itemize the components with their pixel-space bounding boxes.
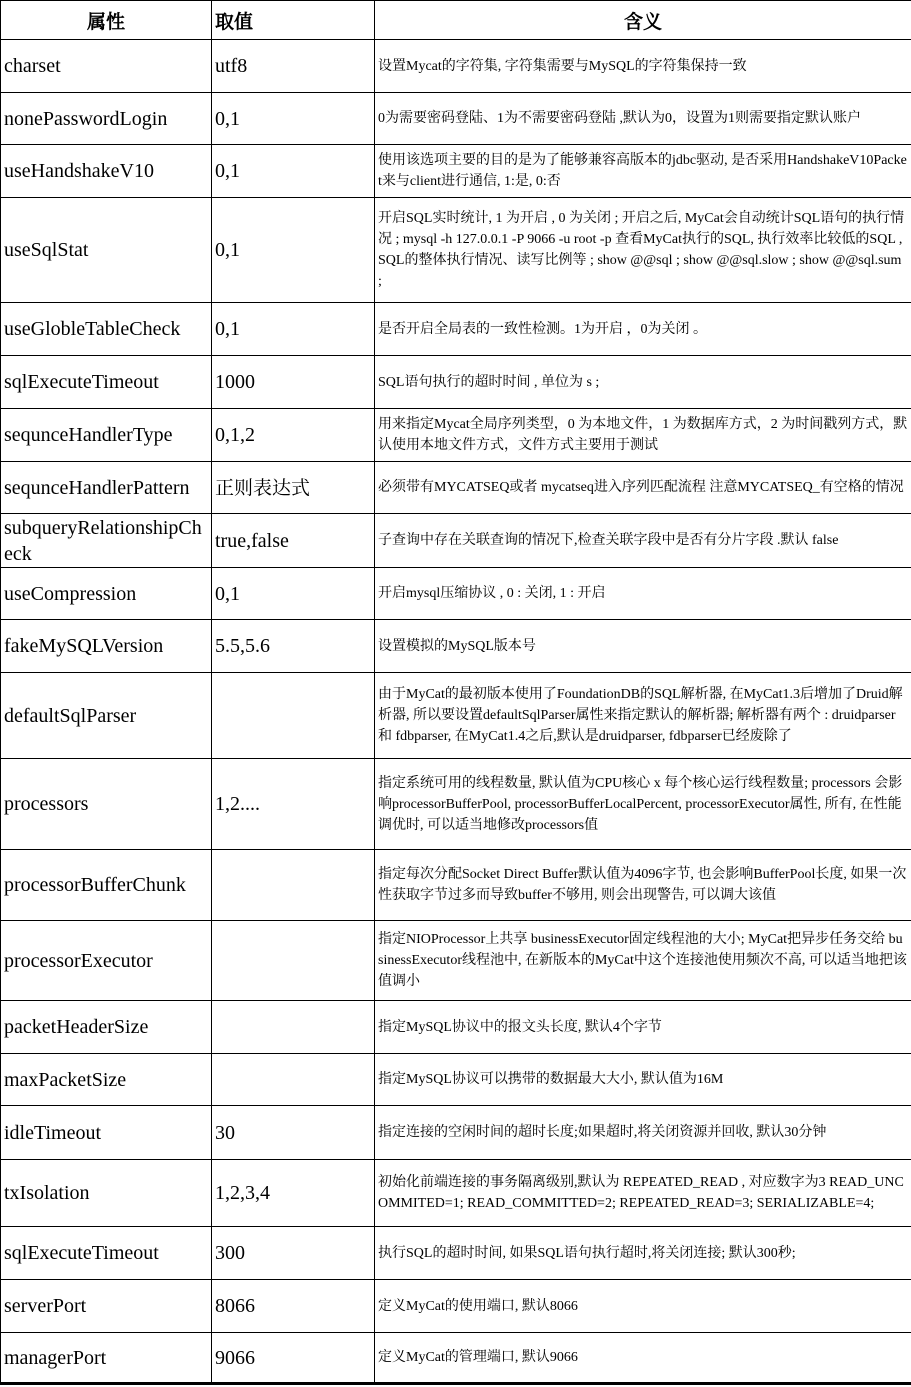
attribute-value: utf8 <box>212 40 375 93</box>
attribute-meaning: 使用该选项主要的目的是为了能够兼容高版本的jdbc驱动, 是否采用HandshakeV10Packet来与client进行通信, 1:是, 0:否 <box>375 145 911 198</box>
table-row <box>1 409 911 462</box>
table-row <box>1 514 911 568</box>
attribute-value: 8066 <box>212 1280 375 1333</box>
attribute-name: packetHeaderSize <box>1 1001 212 1054</box>
table-row <box>1 1054 911 1106</box>
attribute-value: 正则表达式 <box>212 462 375 514</box>
attribute-value <box>212 850 375 921</box>
table-row <box>1 356 911 409</box>
attribute-value <box>212 1001 375 1054</box>
table-row <box>1 759 911 850</box>
header-meaning: 含义 <box>375 1 911 40</box>
table-row <box>1 145 911 198</box>
attribute-meaning: 开启SQL实时统计, 1 为开启 , 0 为关闭 ; 开启之后, MyCat会自动统计SQL语句的执行情况 ; mysql -h 127.0.0.1 -P 9066 -u root -p 查看MyCat执行的SQL, 执行效率比较低的SQL , SQL的整体执行情况、读写比例等 ; show @@sql ; show @@sql.slow ; show @@sql.sum ; <box>375 198 911 303</box>
attribute-name: useCompression <box>1 568 212 620</box>
attribute-name: useSqlStat <box>1 198 212 303</box>
attribute-meaning: 0为需要密码登陆、1为不需要密码登陆 ,默认为0，设置为1则需要指定默认账户 <box>375 93 911 145</box>
attribute-name: sqlExecuteTimeout <box>1 356 212 409</box>
attribute-value: 1000 <box>212 356 375 409</box>
attribute-meaning: 开启mysql压缩协议 , 0 : 关闭, 1 : 开启 <box>375 568 911 620</box>
attribute-value <box>212 673 375 759</box>
attribute-meaning: 指定MySQL协议可以携带的数据最大大小, 默认值为16M <box>375 1054 911 1106</box>
attribute-value: 1,2,3,4 <box>212 1160 375 1227</box>
table-row <box>1 40 911 93</box>
table-row <box>1 303 911 356</box>
attribute-meaning: 必须带有MYCATSEQ或者 mycatseq进入序列匹配流程 注意MYCATSEQ_有空格的情况 <box>375 462 911 514</box>
attribute-meaning: 指定MySQL协议中的报文头长度, 默认4个字节 <box>375 1001 911 1054</box>
attribute-meaning: 是否开启全局表的一致性检测。1为开启 ，0为关闭 。 <box>375 303 911 356</box>
attribute-name: managerPort <box>1 1333 212 1384</box>
attribute-meaning: 定义MyCat的使用端口, 默认8066 <box>375 1280 911 1333</box>
table-row <box>1 1160 911 1227</box>
attribute-meaning: 指定每次分配Socket Direct Buffer默认值为4096字节, 也会影响BufferPool长度, 如果一次性获取字节过多而导致buffer不够用, 则会出现警告, 可以调大该值 <box>375 850 911 921</box>
attribute-name: sequnceHandlerPattern <box>1 462 212 514</box>
table-row <box>1 1280 911 1333</box>
attribute-value: 0,1 <box>212 568 375 620</box>
attribute-value: true,false <box>212 514 375 568</box>
table-row <box>1 568 911 620</box>
attribute-value: 0,1 <box>212 198 375 303</box>
attribute-value: 9066 <box>212 1333 375 1384</box>
attribute-value: 0,1 <box>212 145 375 198</box>
table-row <box>1 462 911 514</box>
attribute-meaning: 子查询中存在关联查询的情况下,检查关联字段中是否有分片字段 .默认 false <box>375 514 911 568</box>
attribute-meaning: 指定系统可用的线程数量, 默认值为CPU核心 x 每个核心运行线程数量; processors 会影响processorBufferPool, processorBufferLocalPercent, processorExecutor属性, 所有, 在性能调优时, 可以适当地修改processors值 <box>375 759 911 850</box>
table-row <box>1 620 911 673</box>
attribute-name: idleTimeout <box>1 1106 212 1160</box>
attribute-meaning: 定义MyCat的管理端口, 默认9066 <box>375 1333 911 1384</box>
header-row <box>1 1 911 40</box>
attribute-name: processors <box>1 759 212 850</box>
table-row <box>1 198 911 303</box>
attribute-name: processorBufferChunk <box>1 850 212 921</box>
header-value: 取值 <box>212 1 375 40</box>
table-row <box>1 850 911 921</box>
attribute-name: nonePasswordLogin <box>1 93 212 145</box>
attribute-value <box>212 1054 375 1106</box>
attribute-value: 30 <box>212 1106 375 1160</box>
attribute-meaning: 指定NIOProcessor上共享 businessExecutor固定线程池的大小; MyCat把异步任务交给 businessExecutor线程池中, 在新版本的MyCat中这个连接池使用频次不高, 可以适当地把该值调小 <box>375 921 911 1001</box>
attribute-name: maxPacketSize <box>1 1054 212 1106</box>
attribute-name: serverPort <box>1 1280 212 1333</box>
attribute-meaning: 用来指定Mycat全局序列类型，0 为本地文件，1 为数据库方式，2 为时间戳列方式，默认使用本地文件方式，文件方式主要用于测试 <box>375 409 911 462</box>
attribute-name: subqueryRelationshipCheck <box>1 514 212 568</box>
attribute-meaning: SQL语句执行的超时时间 , 单位为 s ; <box>375 356 911 409</box>
attribute-meaning: 设置模拟的MySQL版本号 <box>375 620 911 673</box>
attribute-value: 0,1,2 <box>212 409 375 462</box>
table-row <box>1 921 911 1001</box>
attribute-name: fakeMySQLVersion <box>1 620 212 673</box>
table-row <box>1 673 911 759</box>
attribute-meaning: 指定连接的空闲时间的超时长度;如果超时,将关闭资源并回收, 默认30分钟 <box>375 1106 911 1160</box>
attribute-value: 0,1 <box>212 303 375 356</box>
attribute-value: 5.5,5.6 <box>212 620 375 673</box>
attribute-name: sqlExecuteTimeout <box>1 1227 212 1280</box>
table-row <box>1 1001 911 1054</box>
attribute-value: 300 <box>212 1227 375 1280</box>
table-body <box>1 40 911 1384</box>
attribute-name: defaultSqlParser <box>1 673 212 759</box>
attribute-value <box>212 921 375 1001</box>
attribute-value: 1,2.... <box>212 759 375 850</box>
attribute-meaning: 初始化前端连接的事务隔离级别,默认为 REPEATED_READ , 对应数字为3 READ_UNCOMMITED=1; READ_COMMITTED=2; REPEATED_READ=3; SERIALIZABLE=4; <box>375 1160 911 1227</box>
attribute-name: useHandshakeV10 <box>1 145 212 198</box>
table-row <box>1 1227 911 1280</box>
table-row <box>1 93 911 145</box>
attribute-meaning: 由于MyCat的最初版本使用了FoundationDB的SQL解析器, 在MyCat1.3后增加了Druid解析器, 所以要设置defaultSqlParser属性来指定默认的解析器; 解析器有两个 : druidparser 和 fdbparser, 在MyCat1.4之后,默认是druidparser, fdbparser已经废除了 <box>375 673 911 759</box>
attribute-value: 0,1 <box>212 93 375 145</box>
attribute-name: txIsolation <box>1 1160 212 1227</box>
attribute-name: charset <box>1 40 212 93</box>
attribute-meaning: 设置Mycat的字符集, 字符集需要与MySQL的字符集保持一致 <box>375 40 911 93</box>
attribute-name: useGlobleTableCheck <box>1 303 212 356</box>
attribute-name: processorExecutor <box>1 921 212 1001</box>
attribute-meaning: 执行SQL的超时时间, 如果SQL语句执行超时,将关闭连接; 默认300秒; <box>375 1227 911 1280</box>
attribute-name: sequnceHandlerType <box>1 409 212 462</box>
table-row <box>1 1106 911 1160</box>
header-attribute: 属性 <box>1 1 212 40</box>
table-row <box>1 1333 911 1384</box>
